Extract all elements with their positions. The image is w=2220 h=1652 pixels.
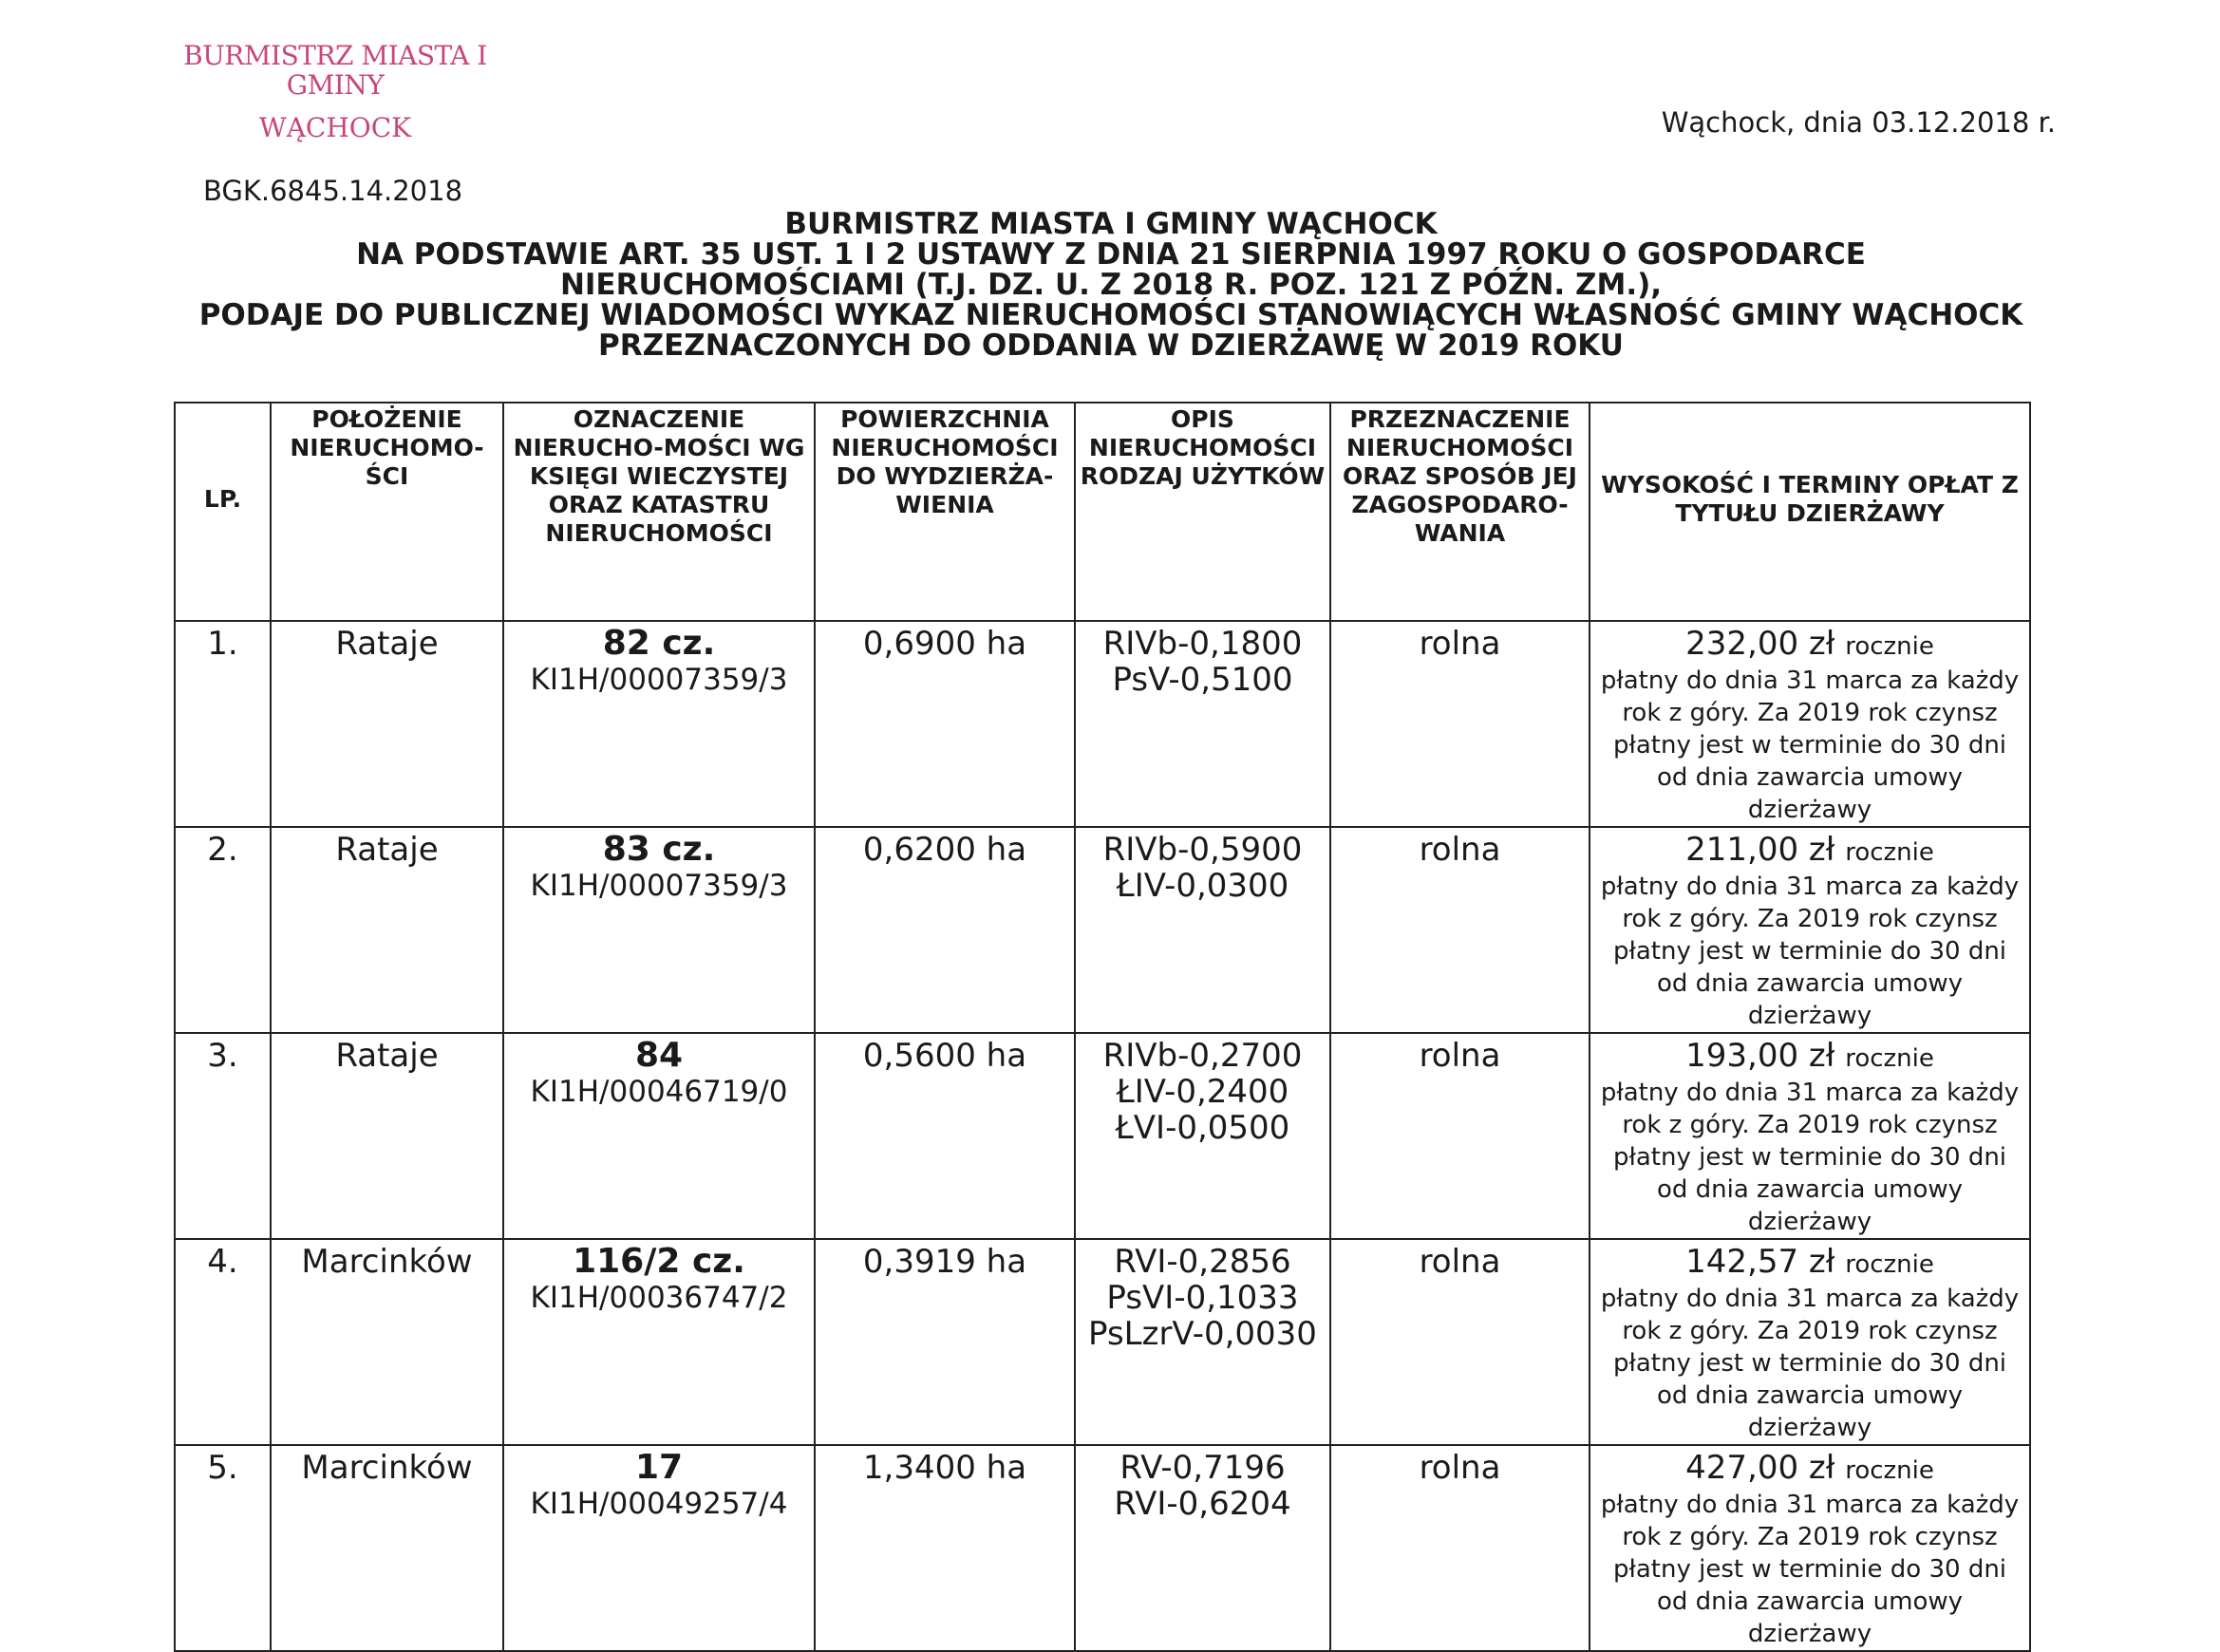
cell-designation xyxy=(503,1033,815,1239)
cell-land-use xyxy=(1075,1239,1330,1445)
payment-terms: płatny do dnia 31 marca za każdy rok z góry. Za 2019 rok czynsz płatny jest w terminie do 30 dni od dnia zawarcia umowy dzierżawy xyxy=(1600,666,2020,824)
heading-line-4: PODAJE DO PUBLICZNEJ WIADOMOŚCI WYKAZ NIERUCHOMOŚCI STANOWIĄCYCH WŁASNOŚĆ GMINY WĄCHOCK xyxy=(198,298,2023,332)
fee-amount: 232,00 zł xyxy=(1685,625,1835,663)
cell-area: 0,6900 ha xyxy=(815,621,1075,827)
parcel-number: 83 cz. xyxy=(602,830,716,869)
header-designation: OZNACZENIE NIERUCHO-MOŚCI WG KSIĘGI WIECZYSTEJ ORAZ KATASTRU NIERUCHOMOŚCI xyxy=(503,403,815,621)
payment-terms: płatny do dnia 31 marca za każdy rok z góry. Za 2019 rok czynsz płatny jest w terminie do 30 dni od dnia zawarcia umowy dzierżawy xyxy=(1600,1079,2020,1236)
cell-lp: 5. xyxy=(175,1445,271,1651)
cell-area: 0,3919 ha xyxy=(815,1239,1075,1445)
cell-area: 0,5600 ha xyxy=(815,1033,1075,1239)
stamp-line-1: BURMISTRZ MIASTA I GMINY xyxy=(183,40,487,101)
land-use-line: PsV-0,5100 xyxy=(1112,661,1293,699)
cell-location: Rataje xyxy=(271,621,503,827)
parcel-number: 84 xyxy=(634,1036,684,1075)
cell-lp: 4. xyxy=(175,1239,271,1445)
header-location: POŁOŻENIE NIERUCHOMO-ŚCI xyxy=(271,403,503,621)
fee-line xyxy=(1594,626,2025,665)
land-register-number: KI1H/00007359/3 xyxy=(530,663,788,697)
land-register-number: KI1H/00007359/3 xyxy=(530,869,788,903)
cell-purpose: rolna xyxy=(1330,1445,1590,1651)
cell-location: Rataje xyxy=(271,827,503,1033)
fee-amount: 193,00 zł xyxy=(1685,1037,1835,1075)
parcel-number: 116/2 cz. xyxy=(573,1242,745,1281)
cell-land-use xyxy=(1075,827,1330,1033)
cell-location: Marcinków xyxy=(271,1239,503,1445)
cell-designation xyxy=(503,1445,815,1651)
cell-location: Marcinków xyxy=(271,1445,503,1651)
land-register-number: KI1H/00049257/4 xyxy=(530,1487,788,1521)
payment-terms: płatny do dnia 31 marca za każdy rok z góry. Za 2019 rok czynsz płatny jest w terminie do 30 dni od dnia zawarcia umowy dzierżawy xyxy=(1600,1491,2020,1648)
parcel-number: 17 xyxy=(634,1448,684,1487)
table-row xyxy=(175,1239,2030,1445)
table-row xyxy=(175,621,2030,827)
fee-line xyxy=(1594,1038,2025,1077)
heading-line-1: BURMISTRZ MIASTA I GMINY WĄCHOCK xyxy=(784,207,1438,241)
cell-land-use xyxy=(1075,1033,1330,1239)
fee-amount: 211,00 zł xyxy=(1685,831,1835,869)
heading-line-3: NIERUCHOMOŚCIAMI (T.J. DZ. U. Z 2018 R. POZ. 121 Z PÓŹN. ZM.), xyxy=(559,268,1663,302)
cell-fees xyxy=(1590,827,2030,1033)
header-purpose: PRZEZNACZENIE NIERUCHOMOŚCI ORAZ SPOSÓB JEJ ZAGOSPODARO-WANIA xyxy=(1330,403,1590,621)
land-use-line: ŁVI-0,0500 xyxy=(1115,1109,1290,1147)
cell-designation xyxy=(503,621,815,827)
cell-location: Rataje xyxy=(271,1033,503,1239)
fee-period: rocznie xyxy=(1845,1456,1934,1485)
table-row xyxy=(175,1445,2030,1651)
fee-period: rocznie xyxy=(1845,632,1934,661)
cell-fees xyxy=(1590,621,2030,827)
fee-line xyxy=(1594,1450,2025,1489)
fee-line xyxy=(1594,1244,2025,1283)
cell-area: 0,6200 ha xyxy=(815,827,1075,1033)
parcel-number: 82 cz. xyxy=(602,624,716,663)
land-register-number: KI1H/00046719/0 xyxy=(530,1075,788,1109)
cell-purpose: rolna xyxy=(1330,827,1590,1033)
fee-period: rocznie xyxy=(1845,838,1934,867)
header-area: POWIERZCHNIA NIERUCHOMOŚCI DO WYDZIERŻA-WIENIA xyxy=(815,403,1075,621)
table-row xyxy=(175,827,2030,1033)
document-heading xyxy=(161,209,2060,361)
payment-terms: płatny do dnia 31 marca za każdy rok z góry. Za 2019 rok czynsz płatny jest w terminie do 30 dni od dnia zawarcia umowy dzierżawy xyxy=(1600,1285,2020,1442)
fee-amount: 142,57 zł xyxy=(1685,1243,1835,1281)
table-row xyxy=(175,1033,2030,1239)
fee-period: rocznie xyxy=(1845,1250,1934,1279)
cell-land-use xyxy=(1075,1445,1330,1651)
header-lp: LP. xyxy=(175,403,271,621)
cell-fees xyxy=(1590,1239,2030,1445)
land-use-line: RIVb-0,2700 xyxy=(1102,1037,1303,1075)
stamp-line-2: WĄCHOCK xyxy=(258,111,412,143)
heading-line-5: PRZEZNACZONYCH DO ODDANIA W DZIERŻAWĘ W 2019 ROKU xyxy=(598,329,1624,363)
land-use-line: ŁIV-0,0300 xyxy=(1116,867,1289,905)
case-reference: BGK.6845.14.2018 xyxy=(203,175,463,207)
header-fees: WYSOKOŚĆ I TERMINY OPŁAT Z TYTUŁU DZIERŻAWY xyxy=(1590,403,2030,621)
header-description: OPIS NIERUCHOMOŚCI RODZAJ UŻYTKÓW xyxy=(1075,403,1330,621)
property-lease-table xyxy=(174,402,2031,1652)
cell-lp: 3. xyxy=(175,1033,271,1239)
cell-area: 1,3400 ha xyxy=(815,1445,1075,1651)
cell-purpose: rolna xyxy=(1330,1239,1590,1445)
cell-lp: 1. xyxy=(175,621,271,827)
table-header-row xyxy=(175,403,2030,621)
cell-purpose: rolna xyxy=(1330,621,1590,827)
cell-designation xyxy=(503,827,815,1033)
payment-terms: płatny do dnia 31 marca za każdy rok z góry. Za 2019 rok czynsz płatny jest w terminie do 30 dni od dnia zawarcia umowy dzierżawy xyxy=(1600,873,2020,1030)
land-use-line: RVI-0,2856 xyxy=(1114,1243,1291,1281)
cell-fees xyxy=(1590,1033,2030,1239)
fee-line xyxy=(1594,832,2025,871)
cell-designation xyxy=(503,1239,815,1445)
land-use-line: PsVI-0,1033 xyxy=(1106,1279,1299,1317)
cell-fees xyxy=(1590,1445,2030,1651)
land-register-number: KI1H/00036747/2 xyxy=(530,1281,788,1315)
cell-lp: 2. xyxy=(175,827,271,1033)
land-use-line: RIVb-0,1800 xyxy=(1102,625,1303,663)
fee-amount: 427,00 zł xyxy=(1685,1449,1835,1487)
land-use-line: PsLzrV-0,0030 xyxy=(1088,1315,1317,1353)
cell-purpose: rolna xyxy=(1330,1033,1590,1239)
place-and-date: Wąchock, dnia 03.12.2018 r. xyxy=(1661,106,2056,139)
heading-line-2: NA PODSTAWIE ART. 35 UST. 1 I 2 USTAWY Z DNIA 21 SIERPNIA 1997 ROKU O GOSPODARCE xyxy=(356,237,1866,272)
cell-land-use xyxy=(1075,621,1330,827)
land-use-line: RVI-0,6204 xyxy=(1114,1485,1291,1523)
office-stamp xyxy=(160,42,511,142)
land-use-line: ŁIV-0,2400 xyxy=(1116,1073,1289,1111)
land-use-line: RV-0,7196 xyxy=(1119,1449,1286,1487)
land-use-line: RIVb-0,5900 xyxy=(1102,831,1303,869)
fee-period: rocznie xyxy=(1845,1044,1934,1073)
